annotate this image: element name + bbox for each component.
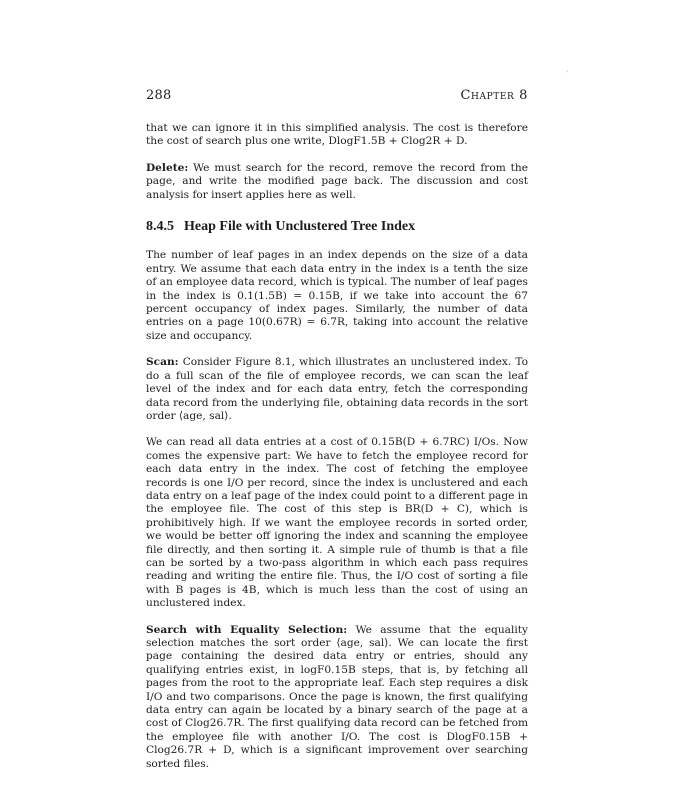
paragraph-scan-cost <box>146 436 528 610</box>
paragraph-leaf-pages <box>146 249 528 343</box>
paragraph-text: We can read all data entries at a cost of 0.15B(D + 6.7RC) I/Os. Now comes the expensive part: We have to fetch the employee record for each data entry in the index. The cost of fetching the employee records is one I/O per record, since the index is unclustered and each data entry on a leaf page of the index could point to a different page in the employee file. The cost of this step is BR(D + C), which is prohibitively high. If we want the employee records in sorted order, we would be better off ignoring the index and scanning the employee file directly, and then sorting it. A simple rule of thumb is that a file can be sorted by a two-pass algorithm in which each pass requires reading and writing the entire file. Thus, the I/O cost of sorting a file with B pages is 4B, which is much less than the cost of using an unclustered index. <box>146 436 528 610</box>
paragraph-equality-search <box>146 624 528 771</box>
paragraph-continuation <box>146 122 528 149</box>
section-number: 8.4.5 <box>146 219 174 235</box>
paragraph-lead: Delete: <box>146 161 189 174</box>
page-body <box>146 122 528 784</box>
paragraph-lead: Scan: <box>146 356 179 369</box>
paragraph-text: We must search for the record, remove the record from the page, and write the modified page back. The discussion and cost analysis for insert applies here as well. <box>146 161 528 201</box>
paragraph-text: Consider Figure 8.1, which illustrates an unclustered index. To do a full scan of the file of employee records, we can scan the leaf level of the index and for each data entry, fetch the corresponding data record from the underlying file, obtaining data records in the sort order ⟨age, sal⟩. <box>146 356 528 422</box>
page-number: 288 <box>146 88 172 103</box>
chapter-label: Chapter 8 <box>460 88 528 103</box>
paragraph-text: The number of leaf pages in an index depends on the size of a data entry. We assume that each data entry in the index is a tenth the size of an employee data record, which is typical. The number of leaf pages in the index is 0.1(1.5B) = 0.15B, if we take into account the 67 percent occupancy of index pages. Similarly, the number of data entries on a page 10(0.67R) = 6.7R, taking into account the relative size and occupancy. <box>146 249 528 342</box>
paragraph-delete <box>146 162 528 202</box>
paragraph-lead: Search with Equality Selection: <box>146 623 348 636</box>
margin-mark: ' <box>566 69 569 78</box>
section-title: Heap File with Unclustered Tree Index <box>184 219 416 235</box>
paragraph-text: that we can ignore it in this simplified analysis. The cost is therefore the cost of search plus one write, DlogF1.5B + Clog2R + D. <box>146 122 528 148</box>
paragraph-text: We assume that the equality selection matches the sort order ⟨age, sal⟩. We can locate the first page containing the desired data entry or entries, should any qualifying entries exist, in logF0.15B steps, that is, by fetching all pages from the root to the appropriate leaf. Each step requires a disk I/O and two comparisons. Once the page is known, the first qualifying data entry can again be located by a binary search of the page at a cost of Clog26.7R. The first qualifying data record can be fetched from the employee file with another I/O. The cost is DlogF0.15B + Clog26.7R + D, which is a significant improvement over searching sorted files. <box>146 623 528 770</box>
section-heading <box>146 220 528 233</box>
running-header <box>146 88 528 103</box>
paragraph-scan <box>146 356 528 423</box>
